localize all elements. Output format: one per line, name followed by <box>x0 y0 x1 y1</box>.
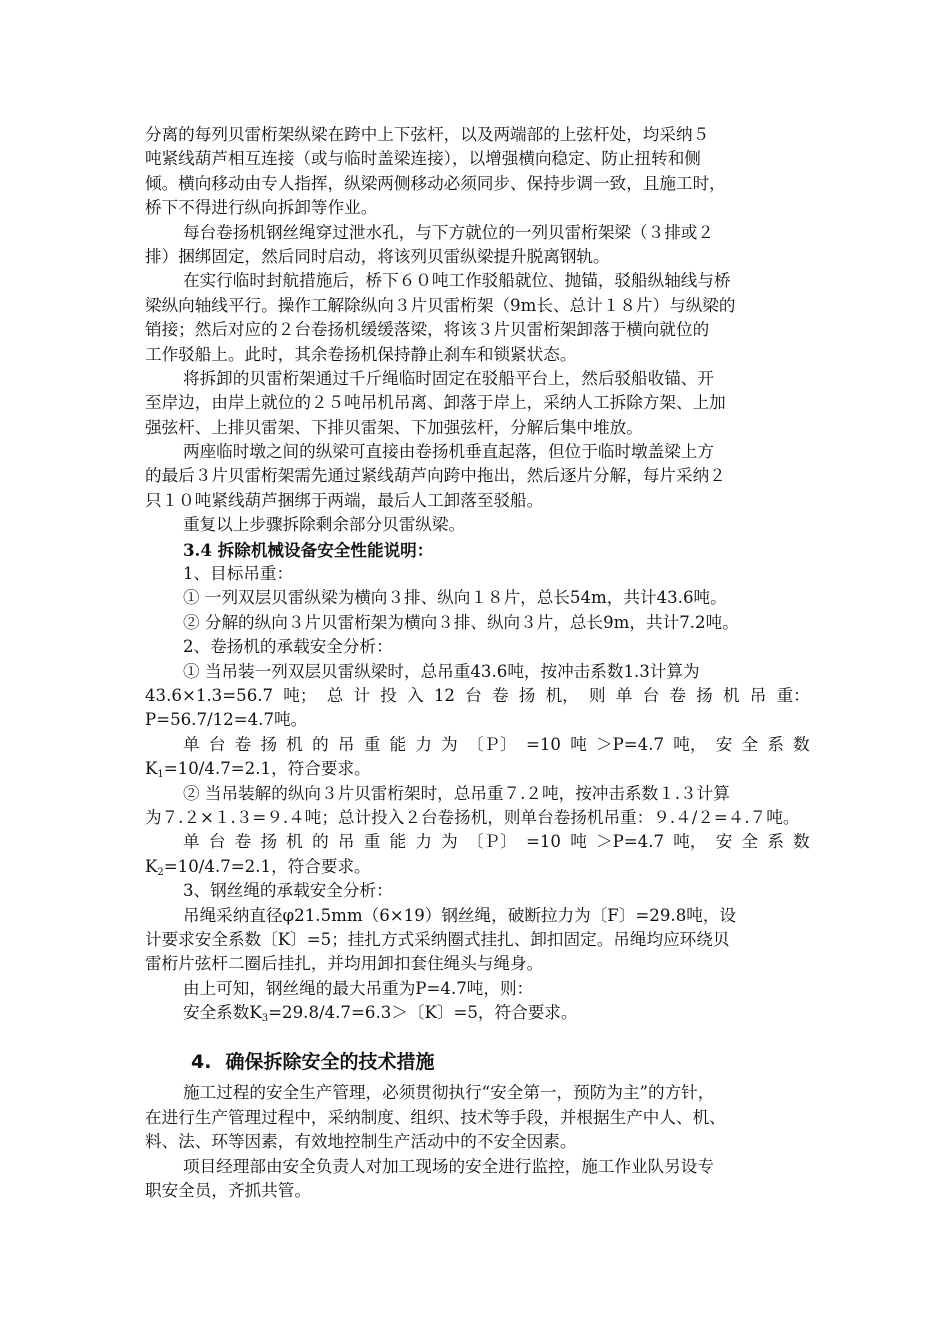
text-token: 单 <box>183 734 200 754</box>
text-line <box>145 1001 810 1025</box>
text-line <box>145 757 810 781</box>
text-token: 12 <box>433 685 455 705</box>
text-token: 单 <box>183 832 200 852</box>
subscript: 3 <box>261 1013 269 1025</box>
text-run: =10/4.7=2.1，符合要求。 <box>163 856 371 876</box>
text-line: 销接；然后对应的２台卷扬机缓缓落梁，将该３片贝雷桁架卸落于横向就位的 <box>145 320 710 340</box>
text-token: 台 <box>208 832 226 852</box>
text-token: 机， <box>545 685 579 705</box>
text-token: 入 <box>407 685 424 705</box>
list-item: 2、卷扬机的承载安全分析： <box>183 637 393 657</box>
justified-line <box>145 733 810 757</box>
text-token: 总 <box>326 685 344 705</box>
text-token: 全 <box>741 832 759 852</box>
text-run: 安全系数K <box>183 1003 262 1023</box>
list-item: 1、目标吊重： <box>183 564 294 584</box>
text-token: 扬 <box>518 685 536 705</box>
text-line: 项目经理部由安全负责人对加工现场的安全进行监控，施工作业队另设专 <box>183 1156 714 1176</box>
text-token: 能 <box>389 734 407 754</box>
text-token: =10 <box>525 832 561 852</box>
text-line: 桥下不得进行纵向拆卸等作业。 <box>145 198 378 218</box>
text-token: 〔Ｐ〕 <box>466 832 517 852</box>
text-token: 力 <box>415 832 432 852</box>
text-token: 安 <box>715 832 733 852</box>
text-run: =10/4.7=2.1，符合要求。 <box>163 759 371 779</box>
text-token: 台 <box>208 734 226 754</box>
text-token: 全 <box>741 734 759 754</box>
text-token: 的 <box>312 832 329 852</box>
text-token: ＞P=4.7 <box>596 734 665 754</box>
list-item: ② 分解的纵向３片贝雷桁架为横向３排、纵向３片，总长9m，共计7.2吨。 <box>183 612 739 632</box>
text-line: 将拆卸的贝雷桁架通过千斤绳临时固定在驳船平台上，然后驳船收锚、开 <box>183 368 714 388</box>
text-token: 扬 <box>696 685 713 705</box>
heading-text: 确保拆除安全的技术措施 <box>225 1051 435 1074</box>
text-line: 每台卷扬机钢丝绳穿过泄水孔，与下方就位的一列贝雷桁架梁（３排或２ <box>183 222 714 242</box>
text-token: 投 <box>380 685 397 705</box>
text-token: 的 <box>312 734 329 754</box>
text-line: ② 当吊装解的纵向３片贝雷桁架时，总吊重７.２吨，按冲击系数１.３计算 <box>183 783 730 803</box>
text-line: 至岸边，由岸上就位的２５吨吊机吊离、卸落于岸上，采纳人工拆除方架、上加 <box>145 393 726 413</box>
text-run: =29.8/4.7=6.3＞〔K〕=5，符合要求。 <box>268 1003 578 1023</box>
text-token: 为 <box>441 734 458 754</box>
text-token: 计 <box>353 685 371 705</box>
text-token: ＞P=4.7 <box>596 832 665 852</box>
text-token: 数 <box>793 734 810 754</box>
text-token: 扬 <box>260 734 278 754</box>
text-token: 台 <box>642 685 660 705</box>
text-line: 倾。横向移动由专人指挥，纵梁两侧移动必须同步、保持步调一致，且施工时， <box>145 173 726 193</box>
text-line: 梁纵向轴线平行。操作工解除纵向３片贝雷桁架（9m长、总计１８片）与纵梁的 <box>145 295 736 315</box>
subscript: 2 <box>157 866 164 878</box>
text-token: 数 <box>793 832 810 852</box>
text-line: 由上可知，钢丝绳的最大吊重为P=4.7吨，则： <box>183 978 534 998</box>
list-item: 3、钢丝绳的承载安全分析： <box>183 881 393 901</box>
justified-line <box>145 684 810 708</box>
section-heading-4 <box>145 1047 810 1077</box>
text-token: 能 <box>389 832 407 852</box>
text-line: 在实行临时封航措施后，桥下６０吨工作驳船就位、抛锚，驳船纵轴线与桥 <box>183 271 731 291</box>
text-line: 重复以上步骤拆除剩余部分贝雷纵梁。 <box>183 515 466 535</box>
text-token: 机 <box>722 685 740 705</box>
text-token: 单 <box>615 685 633 705</box>
section-heading-3-4: 3.4 拆除机械设备安全性能说明： <box>183 539 434 560</box>
text-token: 吨， <box>673 832 707 852</box>
text-token: 重： <box>776 685 810 705</box>
subscript: 1 <box>157 769 164 781</box>
text-line: 料、法、环等因素，有效地控制生产活动中的不安全因素。 <box>145 1132 577 1152</box>
text-token: 吊 <box>337 832 355 852</box>
text-line: 为７.２×１.３=９.４吨；总计投入２台卷扬机，则单台卷扬机吊重：９.４/２=４.７吨。 <box>145 807 800 827</box>
text-token: 吨； <box>283 685 317 705</box>
text-line: 强弦杆、上排贝雷架、下排贝雷架、下加强弦杆，分解后集中堆放。 <box>145 417 643 437</box>
text-token: 安 <box>715 734 733 754</box>
text-run: K <box>145 759 158 779</box>
text-token: 吨， <box>673 734 707 754</box>
text-line: 吨紧线葫芦相互连接（或与临时盖梁连接），以增强横向稳定、防止扭转和侧 <box>145 149 701 169</box>
text-line: 分离的每列贝雷桁架纵梁在跨中上下弦杆，以及两端部的上弦杆处，均采纳５ <box>145 125 710 144</box>
text-line: P=56.7/12=4.7吨。 <box>145 710 308 730</box>
text-line: 职安全员，齐抓共管。 <box>145 1181 311 1201</box>
text-token: 〔Ｐ〕 <box>466 734 517 754</box>
heading-number: 4. <box>191 1051 212 1074</box>
text-line: 只１０吨紧线葫芦捆绑于两端，最后人工卸落至驳船。 <box>145 490 544 510</box>
text-token: 卷 <box>669 685 686 705</box>
text-line: 吊绳采纳直径φ21.5mm（6×19）钢丝绳，破断拉力为〔F〕=29.8吨，设 <box>183 905 737 925</box>
text-token: 机 <box>286 832 303 852</box>
text-token: 卷 <box>234 832 252 852</box>
text-line: 排）捆绑固定，然后同时启动，将该列贝雷纵梁提升脱离钢轨。 <box>145 246 610 266</box>
document-page <box>145 123 810 1203</box>
text-line <box>145 855 810 879</box>
text-token: 系 <box>767 734 784 754</box>
text-line: 两座临时墩之间的纵梁可直接由卷扬机垂直起落，但位于临时墩盖梁上方 <box>183 442 714 462</box>
text-token: 卷 <box>492 685 509 705</box>
text-token: 吊 <box>749 685 767 705</box>
text-token: 43.6×1.3=56.7 <box>145 685 274 705</box>
text-token: 为 <box>441 832 458 852</box>
text-token: 则 <box>588 685 606 705</box>
text-token: 吊 <box>337 734 355 754</box>
text-token: 机 <box>286 734 303 754</box>
text-token: 重 <box>363 832 381 852</box>
text-line: 计要求安全系数〔K〕=5；挂扎方式采纳圈式挂扎、卸扣固定。吊绳均应环绕贝 <box>145 929 730 949</box>
text-token: 吨 <box>570 734 587 754</box>
list-item: ① 一列双层贝雷纵梁为横向３排、纵向１８片，总长54m，共计43.6吨。 <box>183 588 727 608</box>
text-token: 扬 <box>260 832 278 852</box>
text-token: 卷 <box>234 734 252 754</box>
text-token: =10 <box>525 734 561 754</box>
text-run: K <box>145 856 158 876</box>
text-token: 力 <box>415 734 432 754</box>
text-token: 重 <box>363 734 381 754</box>
text-token: 系 <box>767 832 784 852</box>
text-line: 施工过程的安全生产管理，必须贯彻执行“安全第一，预防为主”的方针， <box>183 1083 715 1103</box>
text-token: 台 <box>465 685 482 705</box>
text-line: 工作驳船上。此时，其余卷扬机保持静止刹车和锁紧状态。 <box>145 344 577 364</box>
text-line: 的最后３片贝雷桁架需先通过紧线葫芦向跨中拖出，然后逐片分解，每片采纳２ <box>145 466 726 486</box>
text-line: 在进行生产管理过程中，采纳制度、组织、技术等手段，并根据生产中人、机、 <box>145 1107 726 1127</box>
text-token: 吨 <box>570 832 587 852</box>
text-line: 雷桁片弦杆二圈后挂扎，并均用卸扣套住绳头与绳身。 <box>145 954 544 974</box>
justified-line <box>145 830 810 854</box>
text-line: ① 当吊装一列双层贝雷纵梁时，总吊重43.6吨，按冲击系数1.3计算为 <box>183 661 700 681</box>
